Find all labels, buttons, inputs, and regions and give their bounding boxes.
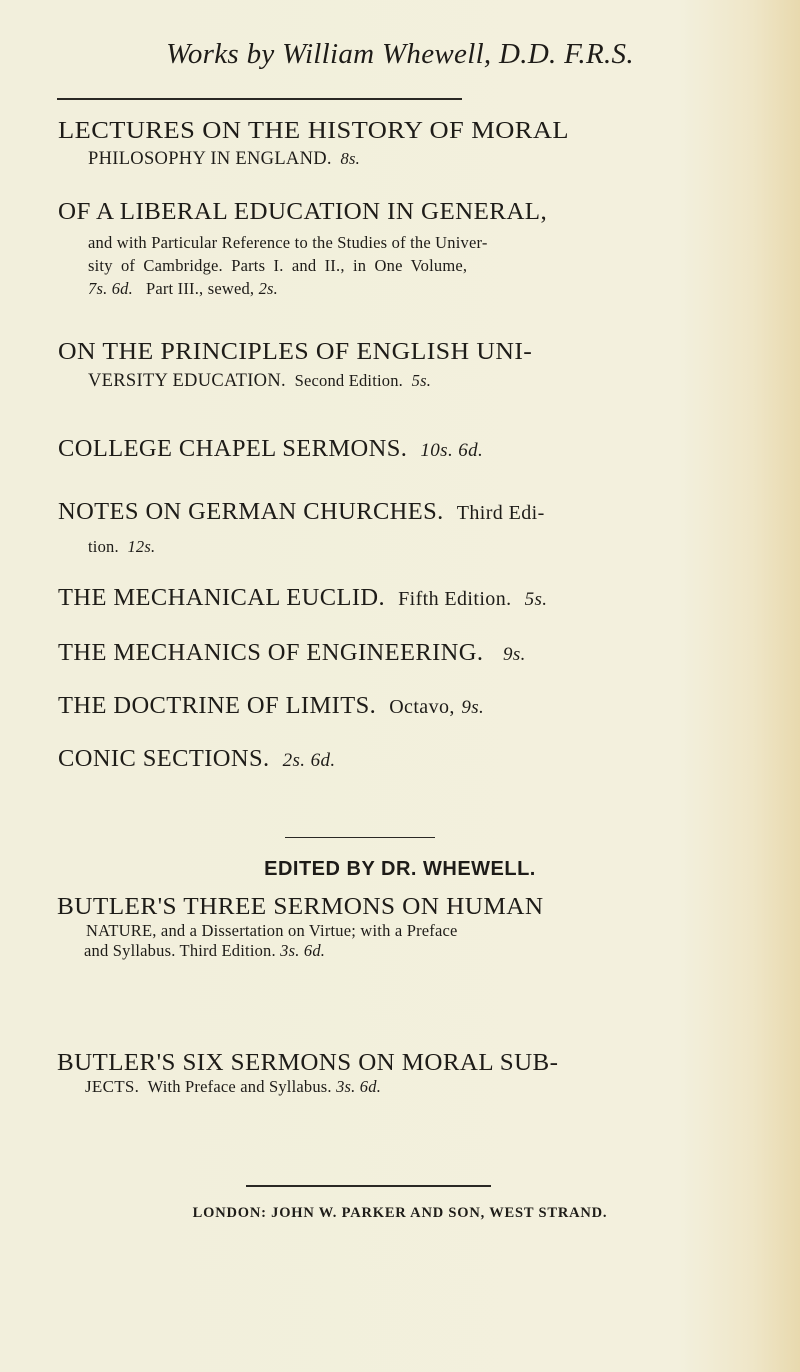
work-description: NATURE, and a Dissertation on Virtue; with a Preface	[86, 921, 458, 940]
work-price: 7s. 6d.	[88, 279, 133, 298]
work-description: and with Particular Reference to the Studies of the Univer-	[88, 233, 488, 252]
work-entry	[58, 637, 526, 671]
work-description: and Syllabus. Third Edition.	[84, 941, 276, 960]
work-price: 5s.	[411, 371, 432, 390]
work-price: 2s.	[258, 279, 278, 298]
publisher-imprint: LONDON: JOHN W. PARKER AND SON, WEST STRAND.	[192, 1205, 608, 1221]
work-entry	[58, 433, 484, 467]
work-entry	[58, 196, 548, 300]
work-entry	[58, 582, 548, 616]
page-header: Works by William Whewell, D.D. F.R.S.	[166, 38, 634, 70]
work-title: BUTLER'S SIX SERMONS ON MORAL SUB-	[57, 1049, 559, 1076]
work-entry	[58, 496, 545, 558]
work-price: 3s. 6d.	[336, 1077, 382, 1096]
work-title-continuation: JECTS.	[85, 1077, 140, 1096]
work-title: CONIC SECTIONS.	[58, 745, 270, 772]
work-price: 5s.	[524, 589, 548, 610]
work-edition: Octavo,	[389, 696, 455, 718]
work-entry	[58, 115, 569, 171]
work-title-continuation: PHILOSOPHY IN ENGLAND.	[88, 149, 332, 169]
work-price: 2s. 6d.	[282, 750, 336, 771]
work-title: THE MECHANICS OF ENGINEERING.	[58, 639, 484, 666]
work-title: BUTLER'S THREE SERMONS ON HUMAN	[57, 893, 544, 920]
work-price: 3s. 6d.	[280, 941, 326, 960]
work-description: Part III., sewed,	[145, 279, 255, 298]
work-entry	[58, 690, 485, 724]
edited-work-entry	[57, 893, 544, 961]
footer-divider	[246, 1185, 491, 1187]
work-title-continuation: VERSITY EDUCATION.	[88, 371, 286, 391]
work-price: 9s.	[461, 697, 485, 718]
work-title: THE DOCTRINE OF LIMITS.	[58, 692, 377, 719]
work-edition: Second Edition.	[294, 371, 403, 390]
work-price: 12s.	[127, 537, 156, 556]
work-price: 10s. 6d.	[420, 440, 484, 461]
work-title: NOTES ON GERMAN CHURCHES.	[58, 498, 444, 525]
work-price: 8s.	[340, 149, 360, 168]
work-title: OF A LIBERAL EDUCATION IN GENERAL,	[58, 198, 548, 225]
edited-section-heading: EDITED BY DR. WHEWELL.	[264, 858, 536, 880]
work-price: 9s.	[502, 644, 526, 665]
work-title: THE MECHANICAL EUCLID.	[58, 584, 386, 611]
work-description: With Preface and Syllabus.	[147, 1077, 332, 1096]
edited-work-entry	[57, 1049, 559, 1097]
work-edition: Fifth Edition.	[398, 588, 512, 610]
work-description: tion.	[88, 537, 119, 556]
work-entry	[58, 743, 468, 777]
work-title: LECTURES ON THE HISTORY OF MORAL	[58, 117, 569, 144]
work-edition: Third Edi-	[456, 502, 545, 524]
section-divider	[285, 837, 435, 838]
work-description: sity of Cambridge. Parts I. and II., in One Volume,	[88, 256, 468, 275]
work-entry	[58, 336, 533, 393]
work-title: ON THE PRINCIPLES OF ENGLISH UNI-	[58, 338, 533, 365]
header-rule	[57, 98, 462, 100]
work-title: COLLEGE CHAPEL SERMONS.	[58, 435, 408, 462]
